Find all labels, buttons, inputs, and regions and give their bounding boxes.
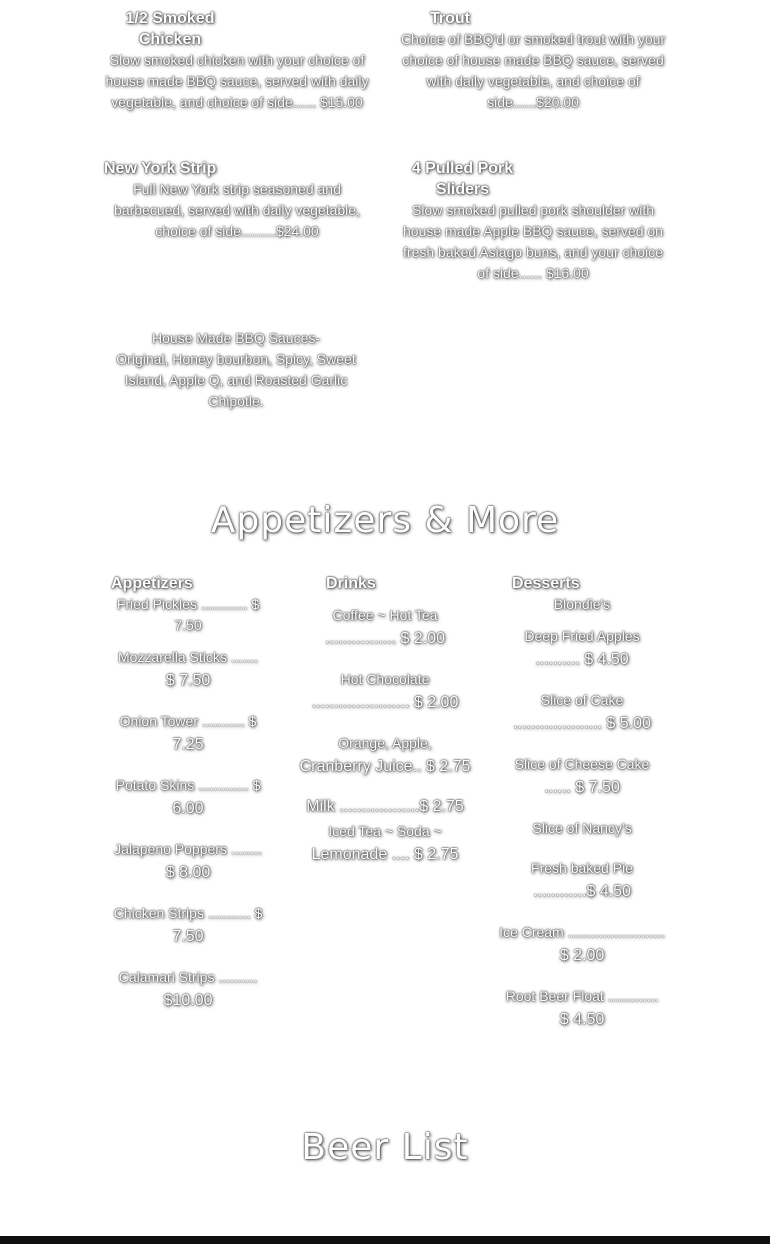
item-price: 7.50	[174, 617, 202, 633]
item-name: Calamari Strips ..........	[118, 969, 258, 985]
appetizers-heading: Appetizers	[111, 575, 193, 592]
ny-strip-desc: Full New York strip seasoned and barbecued, served with daily vegetable, choice of side.........$24.00	[114, 181, 360, 239]
list-item	[298, 667, 472, 715]
item-price: .................... $ 5.00	[513, 715, 651, 732]
item-price: $ 4.50	[559, 1011, 605, 1028]
item-name: Iced Tea ~ Soda ~	[328, 823, 442, 839]
list-item	[104, 594, 272, 636]
item-name: Slice of Cake	[540, 692, 624, 708]
list-item	[298, 603, 472, 651]
half-chicken-title-line1: 1/2 Smoked	[125, 10, 215, 27]
list-item	[104, 645, 272, 693]
item-price: $ 7.50	[165, 672, 211, 689]
list-item	[104, 773, 272, 821]
item-name: Chicken Strips ........... $	[113, 905, 263, 921]
appetizers-section-title: Appetizers & More	[210, 500, 560, 541]
item-price: $ 8.00	[165, 864, 211, 881]
list-item	[496, 816, 668, 840]
sliders-title	[400, 158, 525, 200]
list-item	[104, 901, 272, 949]
beer-list-title: Beer List	[301, 1127, 469, 1168]
list-item	[104, 965, 272, 1013]
ny-strip-title: New York Strip	[104, 160, 217, 177]
item-name: Coffee ~ Hot Tea	[332, 607, 438, 623]
item-name: Mozzarella Sticks .......	[117, 649, 259, 665]
item-price: 7.25	[172, 736, 204, 753]
item-name: Root Beer Float .............	[505, 988, 659, 1004]
list-item	[496, 920, 668, 968]
footer-bar	[0, 1236, 770, 1244]
drinks-heading: Drinks	[326, 575, 376, 592]
list-item	[298, 819, 472, 867]
sliders-title-line1: 4 Pulled Pork	[411, 160, 514, 177]
list-item	[298, 795, 472, 819]
sauces-desc: Original, Honey bourbon, Spicy, Sweet Island, Apple Q, and Roasted Garlic Chipotle.	[116, 351, 356, 409]
item-name: Potato Skins ............. $	[115, 777, 261, 793]
item-name: Hot Chocolate	[340, 671, 430, 687]
item-name: Fried Pickles ............ $	[116, 596, 260, 612]
sliders-desc: Slow smoked pulled pork shoulder with house made Apple BBQ sauce, served on fresh baked Asiago buns, and your choice of side...... $16.00	[403, 202, 663, 281]
list-item	[298, 731, 472, 779]
sliders-title-line2: Sliders	[435, 181, 490, 198]
item-name: Milk ..................$ 2.75	[306, 798, 464, 815]
item-name: Blondie's	[553, 596, 611, 612]
item-name: Deep Fried Apples	[524, 628, 640, 644]
trout-title: Trout	[430, 10, 470, 27]
item-name: Jalapeno Poppers ........	[114, 841, 262, 857]
desserts-heading: Desserts	[512, 575, 580, 592]
item-name: Ice Cream .........................	[499, 924, 665, 940]
item-price: ............$ 4.50	[533, 883, 631, 900]
item-price: 7.50	[172, 928, 204, 945]
item-price: $ 2.00	[559, 947, 605, 964]
half-chicken-title-line2: Chicken	[138, 31, 202, 48]
list-item	[496, 624, 668, 672]
item-name: Onion Tower ........... $	[119, 713, 257, 729]
list-item	[104, 709, 272, 757]
trout-desc: Choice of BBQ'd or smoked trout with your choice of house made BBQ sauce, served with daily vegetable, and choice of side......$20.00	[400, 31, 666, 110]
item-price: Cranberry Juice.. $ 2.75	[299, 758, 471, 775]
item-price: ................ $ 2.00	[324, 630, 446, 647]
list-item	[496, 594, 668, 615]
item-price: $10.00	[163, 992, 213, 1009]
list-item	[496, 752, 668, 800]
sauces-title: House Made BBQ Sauces-	[151, 330, 321, 346]
item-price: ...... $ 7.50	[544, 779, 620, 796]
list-item	[496, 984, 668, 1032]
item-name: Slice of Cheese Cake	[514, 756, 650, 772]
item-price: Lemonade .... $ 2.75	[311, 846, 459, 863]
half-chicken-desc: Slow smoked chicken with your choice of house made BBQ sauce, served with daily vegetable, and choice of side...... $15.00	[105, 52, 369, 110]
half-chicken-title	[110, 8, 230, 50]
item-name: Fresh baked Pie	[531, 860, 633, 876]
list-item	[496, 688, 668, 736]
item-price: ...................... $ 2.00	[311, 694, 459, 711]
item-name: Orange, Apple,	[338, 735, 432, 751]
list-item	[496, 856, 668, 904]
item-name: Slice of Nancy's	[532, 820, 632, 836]
list-item	[104, 837, 272, 885]
item-price: .......... $ 4.50	[535, 651, 629, 668]
item-price: 6.00	[172, 800, 204, 817]
